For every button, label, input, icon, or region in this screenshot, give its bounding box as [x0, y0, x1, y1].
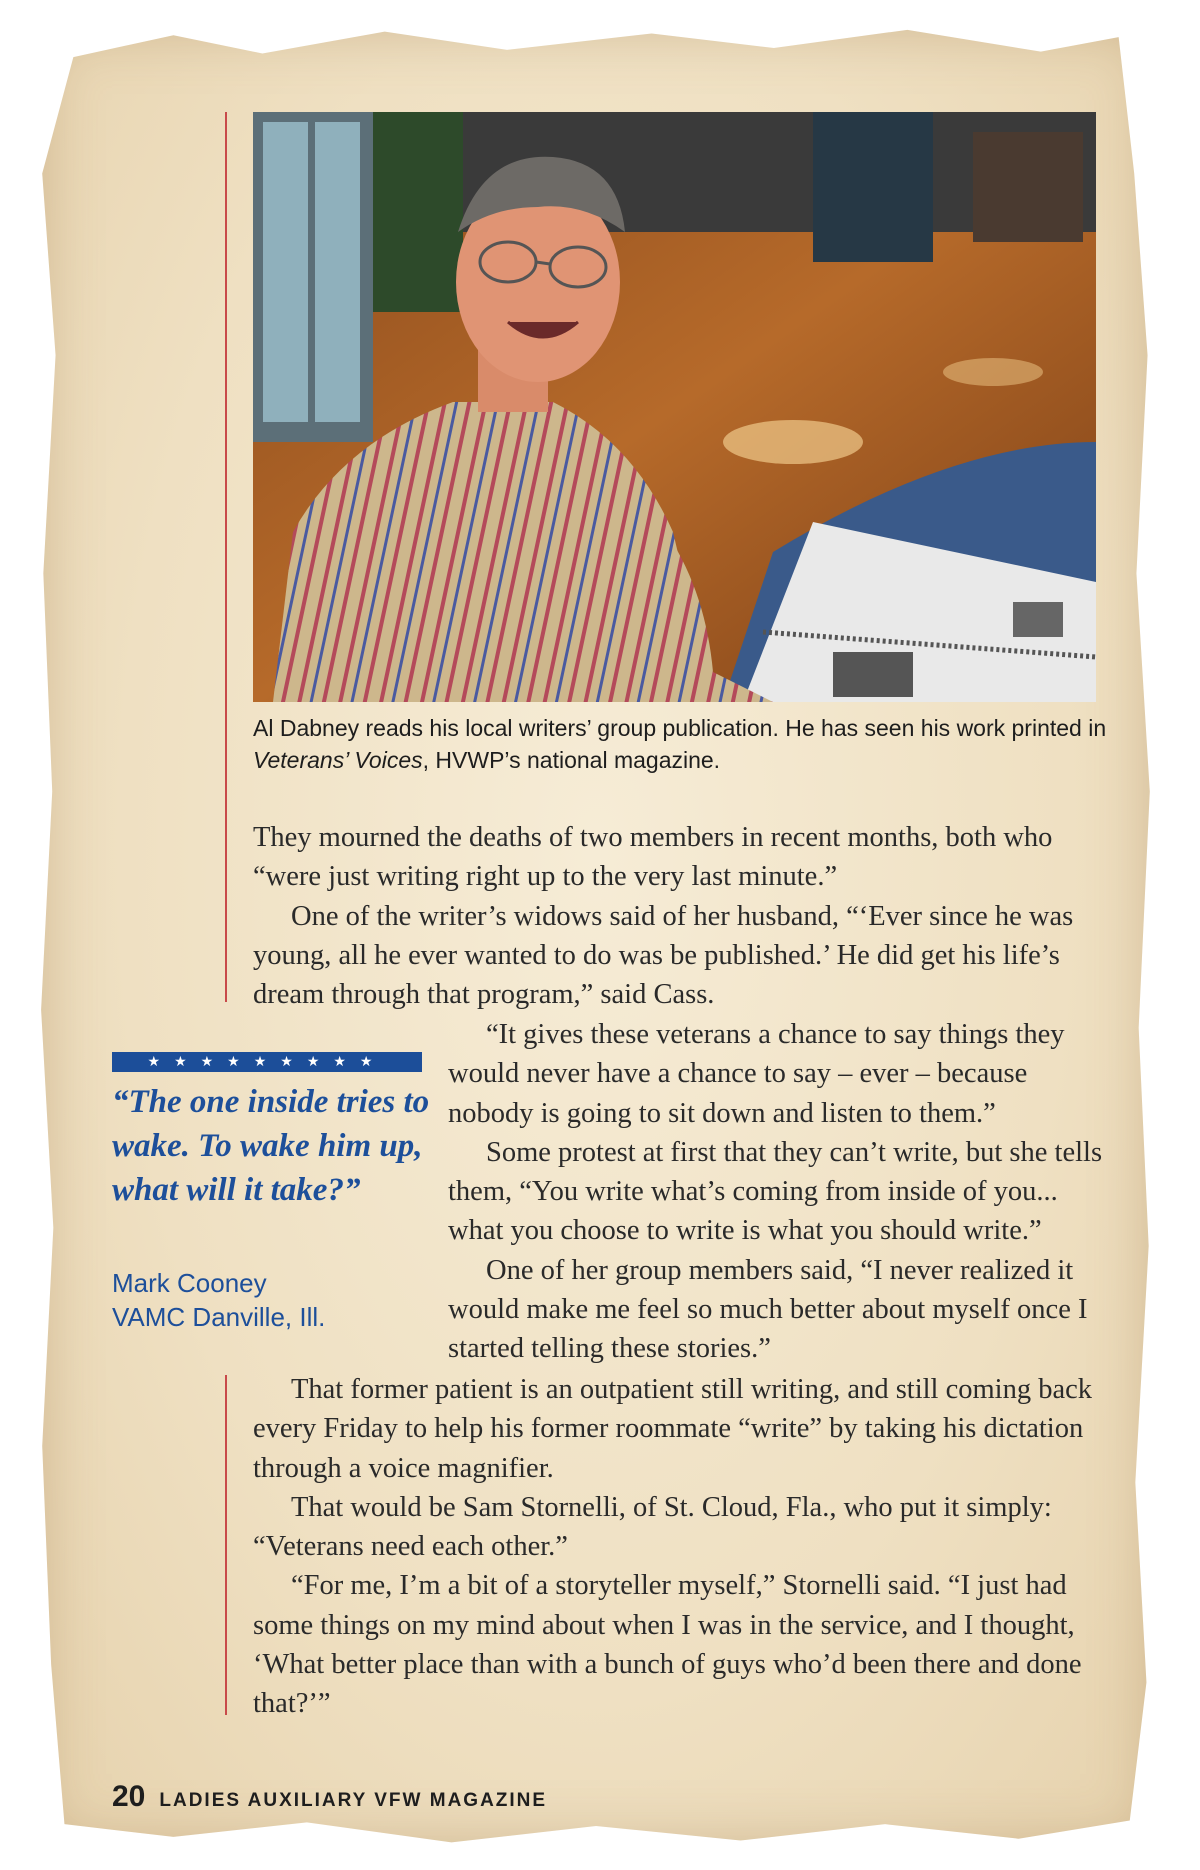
margin-rule-bottom [225, 1375, 227, 1715]
pull-quote-attribution [112, 1266, 432, 1334]
stars-bar: ★★★★★★★★★ [112, 1052, 422, 1072]
paragraph: That would be Sam Stornelli, of St. Cloud, Fla., who put it simply: “Veterans need each other.” [253, 1491, 1052, 1563]
pull-quote: “The one inside tries to wake. To wake him up, what will it take?” [112, 1084, 430, 1208]
page-footer [112, 1780, 547, 1814]
paragraph: One of her group members said, “I never realized it would make me feel so much better about myself once I started telling these stories.” [448, 1254, 1088, 1365]
photo-caption: Al Dabney reads his local writers’ group publication. He has seen his work printed in Veterans’ Voices, HVWP’s national magazine. [253, 715, 1107, 773]
paragraph: Some protest at first that they can’t write, but she tells them, “You write what’s coming from inside of you... what you choose to write is what you should write.” [448, 1136, 1103, 1247]
paragraph: “It gives these veterans a chance to say things they would never have a chance to say – ever – because nobody is going to sit down and listen to them.” [448, 1019, 1065, 1129]
paragraph: They mourned the deaths of two members in recent months, both who “were just writing right up to the very last minute.” [253, 822, 1053, 893]
article-block-1 [253, 818, 1113, 1014]
paragraph: “For me, I’m a bit of a storyteller myself,” Stornelli said. “I just had some things on my mind about when I was in the service, and I thought, ‘What better place than with a bunch of guys who’d been there and done that?’” [253, 1570, 1082, 1720]
paragraph: One of the writer’s widows said of her husband, “‘Ever since he was young, all he ever wanted to do was be published.’ He did get his life’s dream through that program,” said Cass. [253, 900, 1074, 1011]
paragraph: That former patient is an outpatient still writing, and still coming back every Friday to help his former roommate “write” by taking his dictation through a voice magnifier. [253, 1374, 1092, 1484]
article-photo [253, 112, 1096, 702]
publication-title: LADIES AUXILIARY VFW MAGAZINE [159, 1790, 548, 1811]
pull-quote-author: Mark Cooney [112, 1268, 267, 1298]
pull-quote-location: VAMC Danville, Ill. [112, 1302, 326, 1332]
article-block-2 [448, 1015, 1113, 1369]
article-block-3 [253, 1370, 1113, 1724]
magazine-name: Veterans’ Voices [253, 747, 423, 773]
page-number: 20 [112, 1780, 146, 1813]
margin-rule-top [225, 112, 227, 1002]
